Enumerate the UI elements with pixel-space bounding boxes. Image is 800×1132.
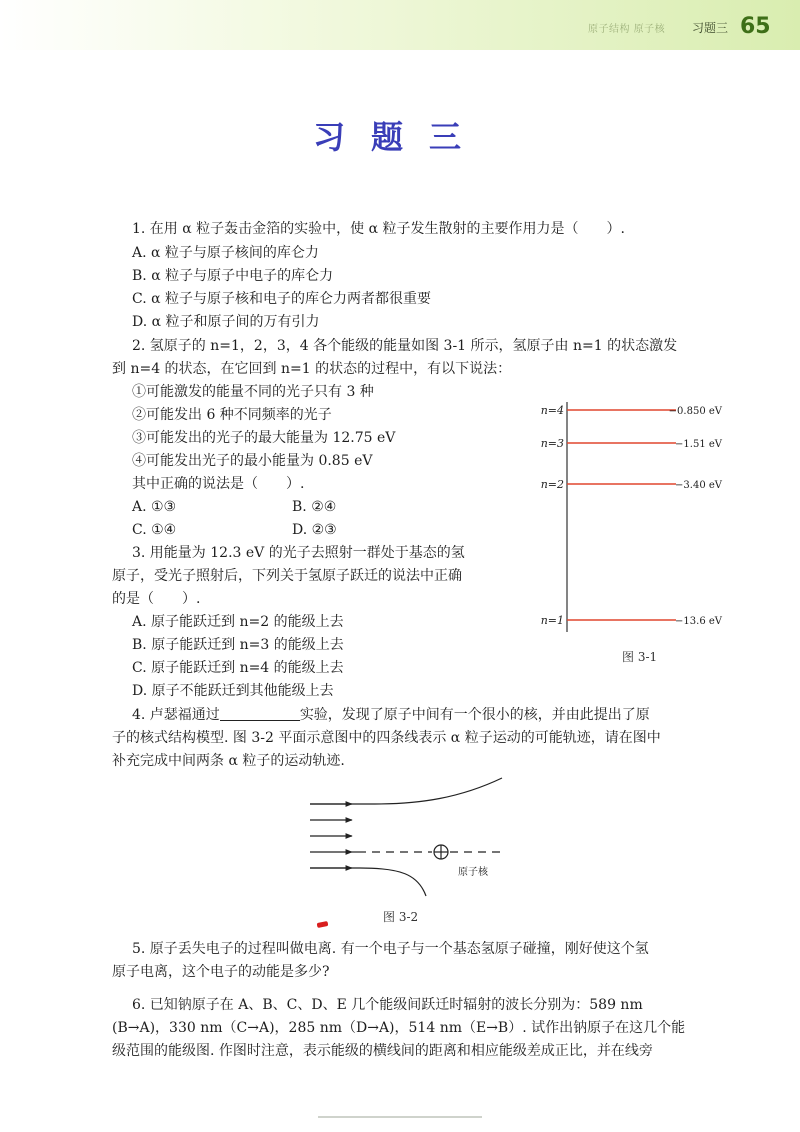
q2-option-c: C. ①④ xyxy=(132,522,177,538)
energy-level-label: n=4 xyxy=(540,404,564,417)
page-number: 65 xyxy=(740,14,771,39)
q1-stem: 1. 在用 α 粒子轰击金箔的实验中，使 α 粒子发生散射的主要作用力是（ ）. xyxy=(132,221,625,237)
q4-line3: 补充完成中间两条 α 粒子的运动轨迹. xyxy=(112,753,345,769)
q3-option-a: A. 原子能跃迁到 n=2 的能级上去 xyxy=(132,614,344,630)
q3-option-d: D. 原子不能跃迁到其他能级上去 xyxy=(132,683,334,699)
page-title: 习题三 xyxy=(312,118,487,156)
q2-stem-line1: 2. 氢原子的 n=1，2，3，4 各个能级的能量如图 3-1 所示，氢原子由 n=1 的状态激发 xyxy=(132,338,678,354)
q5-line1: 5. 原子丢失电子的过程叫做电离. 有一个电子与一个基态氢原子碰撞，刚好使这个氢 xyxy=(132,941,649,957)
q3-stem-line3: 的是（ ）. xyxy=(112,591,201,607)
q4-line1-end: 实验，发现了原子中间有一个很小的核，并由此提出了原 xyxy=(299,707,650,723)
q2-option-a: A. ①③ xyxy=(132,499,177,515)
energy-value-label: −1.51 eV xyxy=(675,439,722,450)
q3-stem-line2: 原子，受光子照射后，下列关于氢原子跃迁的说法中正确 xyxy=(112,568,462,584)
header-section: 习题三 xyxy=(692,21,729,35)
q1-option-c: C. α 粒子与原子核和电子的库仑力两者都很重要 xyxy=(132,291,432,307)
q6-line1: 6. 已知钠原子在 A、B、C、D、E 几个能级间跃迁时辐射的波长分别为：589 nm xyxy=(132,997,643,1013)
red-ink-mark xyxy=(317,921,329,928)
q4-line2: 子的核式结构模型. 图 3-2 平面示意图中的四条线表示 α 粒子运动的可能轨迹，请在图中 xyxy=(112,730,661,746)
figure-3-2-caption: 图 3-2 xyxy=(383,910,419,924)
q2-statement-2: ②可能发出 6 种不同频率的光子 xyxy=(132,407,332,423)
trajectory-top xyxy=(310,778,502,804)
q1-option-d: D. α 粒子和原子间的万有引力 xyxy=(132,314,320,330)
page-header xyxy=(0,0,800,50)
energy-level-label: n=3 xyxy=(540,437,564,450)
footer-rule xyxy=(318,1116,482,1118)
q2-stem-line2: 到 n=4 的状态，在它回到 n=1 的状态的过程中，有以下说法： xyxy=(112,361,512,377)
q1-option-b: B. α 粒子与原子中电子的库仑力 xyxy=(132,268,334,284)
q2-statement-1: ①可能激发的能量不同的光子只有 3 种 xyxy=(132,384,374,400)
figure-3-1-caption: 图 3-1 xyxy=(622,650,658,664)
q2-option-b: B. ②④ xyxy=(292,499,337,515)
energy-value-label: −3.40 eV xyxy=(675,480,722,491)
q5-line2: 原子电离，这个电子的动能是多少? xyxy=(112,964,330,980)
header-subtitle: 原子结构 原子核 xyxy=(588,24,666,35)
q2-option-d: D. ②③ xyxy=(292,522,337,538)
q6-line2: (B→A)，330 nm（C→A)，285 nm（D→A)，514 nm（E→B）. 试作出钠原子在这几个能 xyxy=(112,1020,686,1036)
energy-value-label: −0.850 eV xyxy=(668,406,722,417)
energy-level-label: n=2 xyxy=(540,478,564,491)
energy-level-diagram xyxy=(530,400,770,640)
q3-stem-line1: 3. 用能量为 12.3 eV 的光子去照射一群处于基态的氢 xyxy=(132,545,465,561)
q6-line3: 级范围的能级图. 作图时注意，表示能级的横线间的距离和相应能级差成正比，并在线旁 xyxy=(112,1043,653,1059)
q1-option-a: A. α 粒子与原子核间的库仑力 xyxy=(132,245,319,261)
energy-level-label: n=1 xyxy=(540,614,564,627)
q3-option-c: C. 原子能跃迁到 n=4 的能级上去 xyxy=(132,660,344,676)
energy-value-label: −13.6 eV xyxy=(675,616,722,627)
trajectory-bottom xyxy=(310,868,426,896)
q3-option-b: B. 原子能跃迁到 n=3 的能级上去 xyxy=(132,637,344,653)
nucleus-label: 原子核 xyxy=(458,867,488,878)
answer-blank[interactable] xyxy=(220,706,300,721)
nucleus-symbol xyxy=(434,845,448,859)
q2-statement-4: ④可能发出光子的最小能量为 0.85 eV xyxy=(132,453,373,469)
q2-question: 其中正确的说法是（ ）. xyxy=(132,476,305,492)
alpha-scattering-diagram xyxy=(300,770,520,900)
q4-line1 xyxy=(132,706,650,724)
q4-line1-start: 4. 卢瑟福通过 xyxy=(132,707,220,723)
q2-statement-3: ③可能发出的光子的最大能量为 12.75 eV xyxy=(132,430,396,446)
